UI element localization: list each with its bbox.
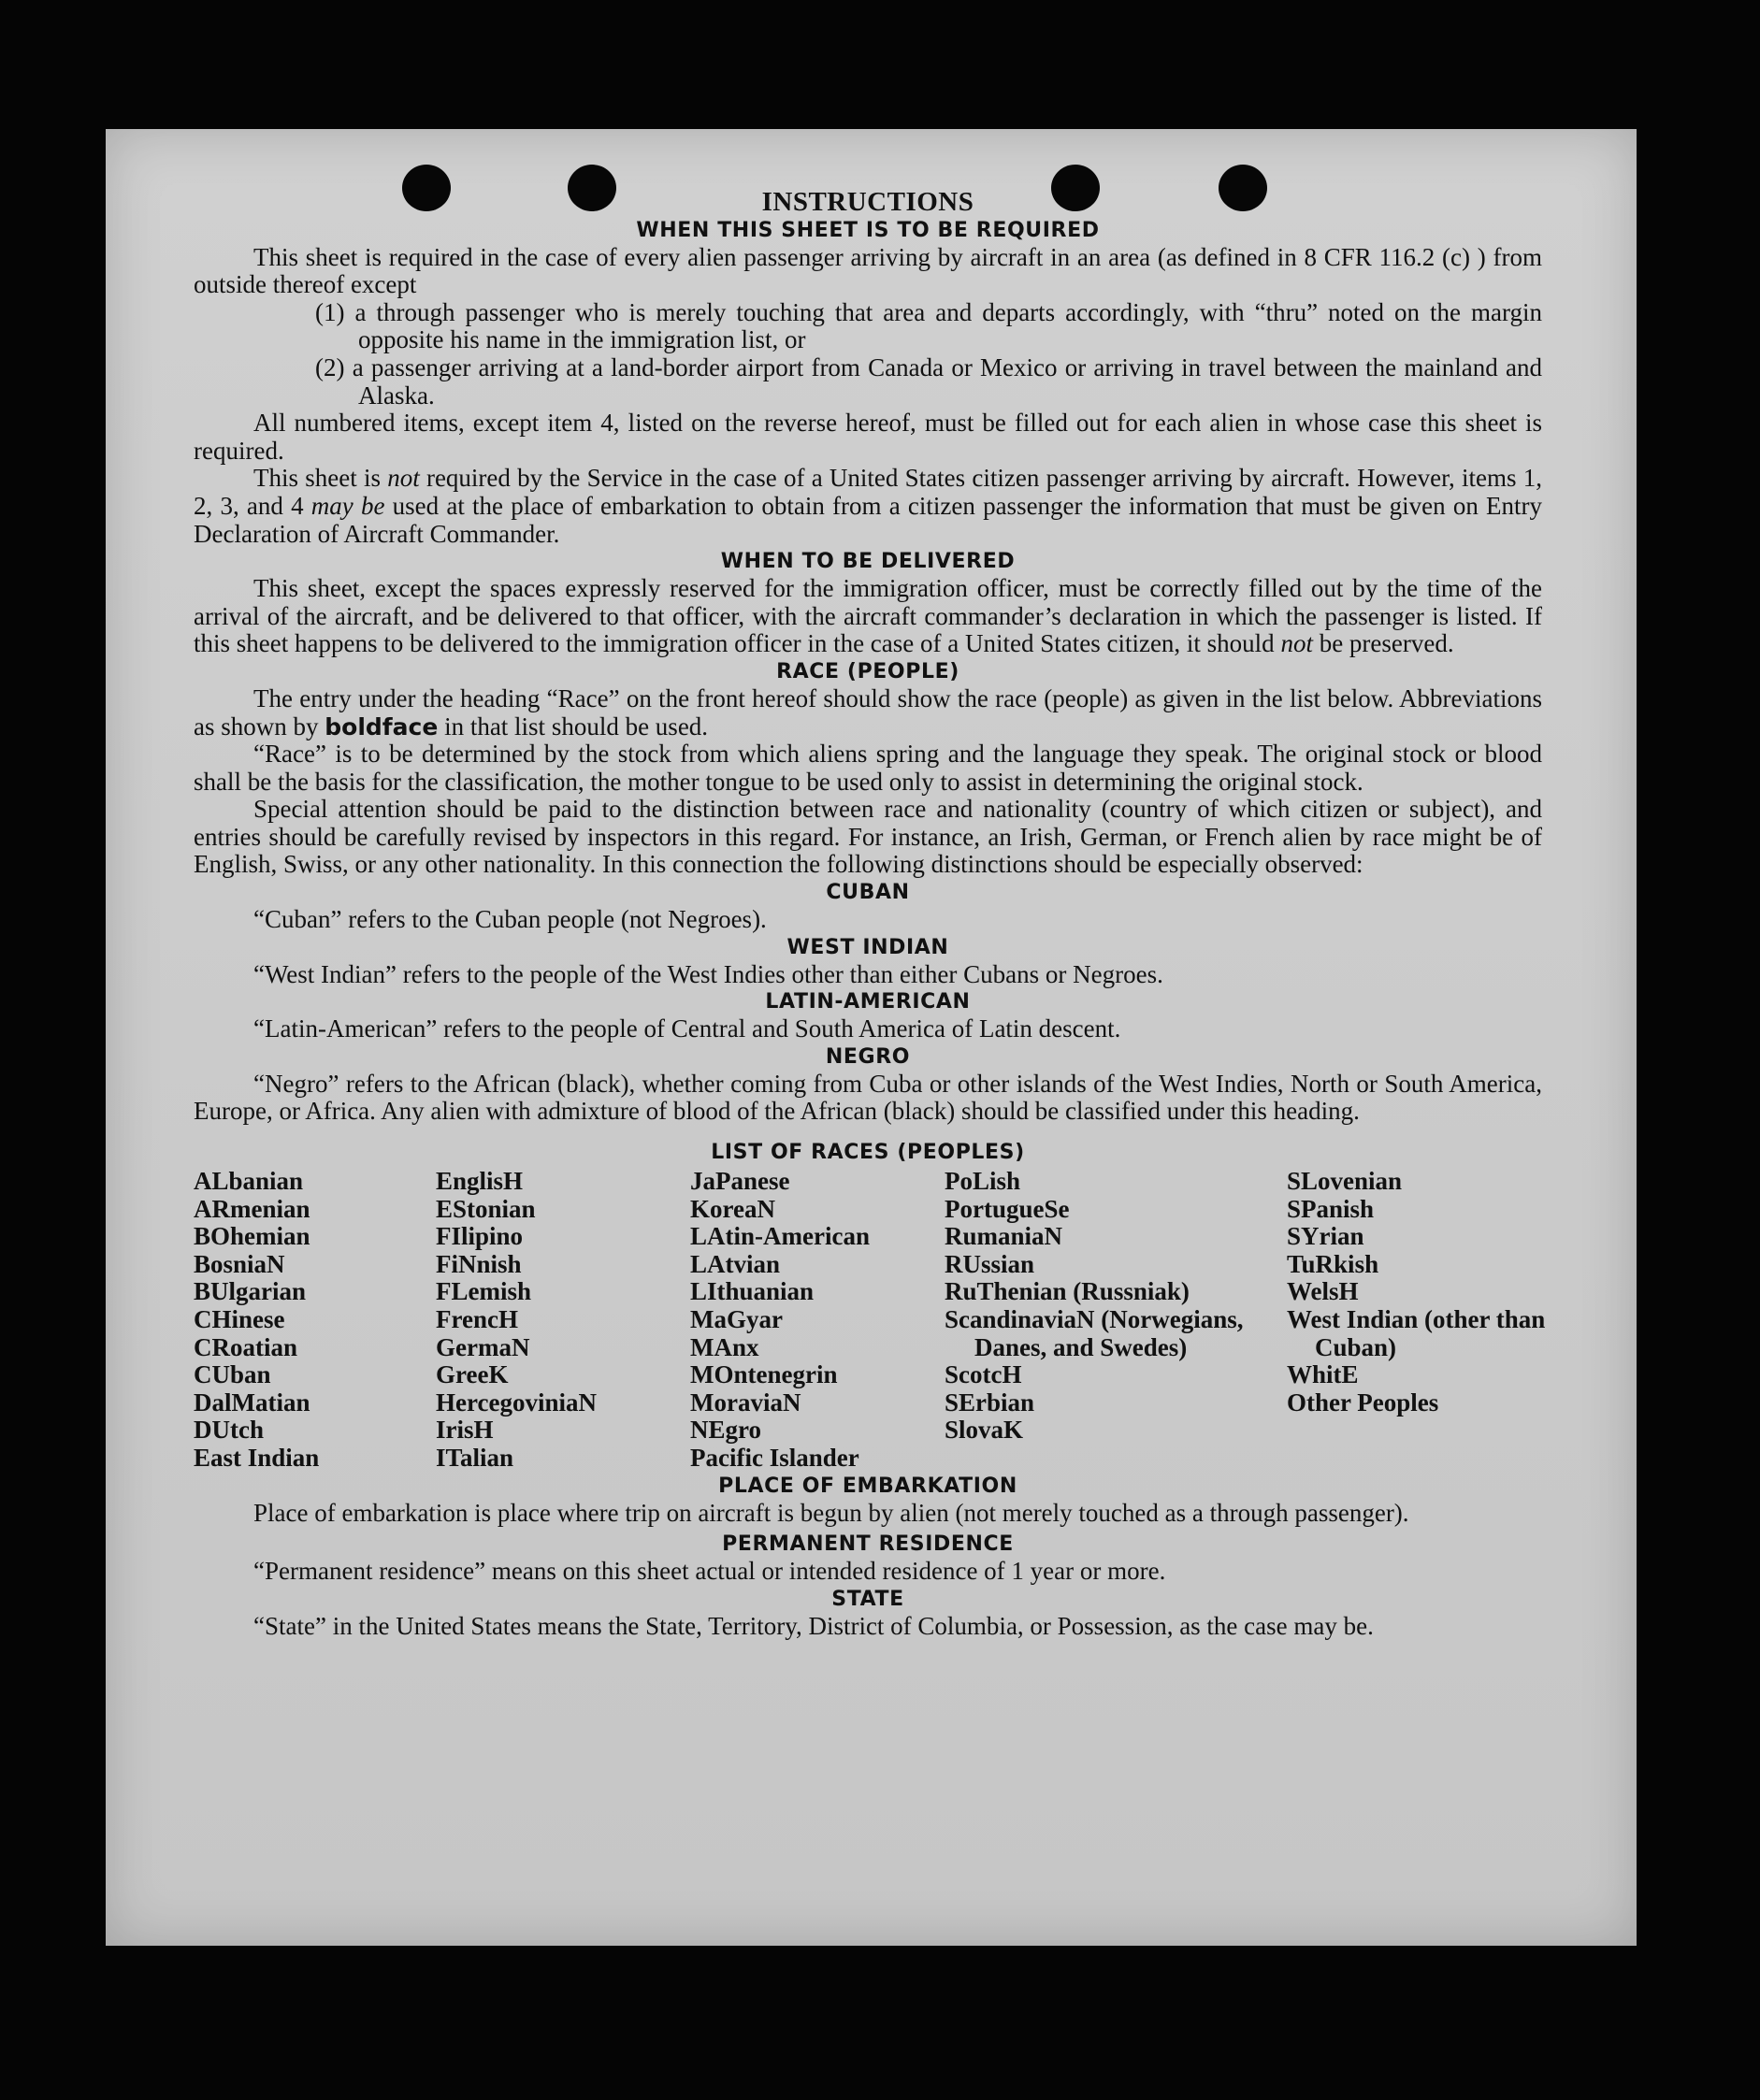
heading-state: STATE <box>831 1587 904 1611</box>
race-item: BUlgarian <box>194 1277 307 1306</box>
heading-cuban: CUBAN <box>826 881 910 905</box>
race-item: IrisH <box>436 1416 494 1445</box>
race-item: NEgro <box>690 1416 762 1445</box>
race-item: FrencH <box>436 1305 518 1333</box>
para-required-1: This sheet is required in the case of every alien passenger arriving by aircraft in an area (as defined in 8 CFR 116.2 (c) ) from outside thereof except <box>194 242 1542 299</box>
para-west-indian: “West Indian” refers to the people of the West Indies other than either Cubans or Negroes. <box>253 959 1163 988</box>
para-cuban: “Cuban” refers to the Cuban people (not Negroes). <box>253 905 767 934</box>
heading-place-of-embarkation: PLACE OF EMBARKATION <box>718 1474 1017 1498</box>
race-item: LIthuanian <box>690 1277 815 1306</box>
para-permanent-residence: “Permanent residence” means on this sheet actual or intended residence of 1 year or more. <box>253 1557 1166 1586</box>
race-item: HercegoviniaN <box>436 1388 597 1417</box>
race-item: BosniaN <box>194 1249 285 1278</box>
race-item: ScotcH <box>945 1360 1022 1389</box>
race-item: KoreaN <box>690 1194 775 1223</box>
race-item: Other Peoples <box>1287 1388 1439 1417</box>
race-item: SErbian <box>945 1388 1035 1417</box>
race-item: RuThenian (Russniak) <box>945 1277 1190 1306</box>
race-item: ITalian <box>436 1443 514 1472</box>
race-item: LAtin-American <box>690 1222 870 1251</box>
para-embarkation: Place of embarkation is place where trip on aircraft is begun by alien (not merely touched as a through passenger). <box>253 1498 1409 1527</box>
para-latin-american: “Latin-American” refers to the people of Central and South America of Latin descent. <box>253 1014 1121 1043</box>
heading-when-required: WHEN THIS SHEET IS TO BE REQUIRED <box>636 218 1100 242</box>
exception-item-1: (1) a through passenger who is merely touching that area and departs accordingly, with “thru” noted on the margin opposite his name in the immigration list, or <box>315 297 1542 354</box>
heading-latin-american: LATIN-AMERICAN <box>765 990 971 1014</box>
race-item: MaGyar <box>690 1305 783 1333</box>
races-list <box>194 1167 1546 1473</box>
para-race-2: “Race” is to be determined by the stock from which aliens spring and the language they speak. The original stock or blood shall be the basis for the classification, the mother tongue to be used only to assist in determining the original stock. <box>194 740 1542 796</box>
race-item: Pacific Islander <box>690 1443 859 1472</box>
race-item: PortugueSe <box>945 1194 1070 1223</box>
heading-list-of-races: LIST OF RACES (PEOPLES) <box>711 1141 1025 1165</box>
heading-west-indian: WEST INDIAN <box>786 935 949 959</box>
race-item: FiNnish <box>436 1249 522 1278</box>
instructions-content <box>194 187 1546 1640</box>
race-item: DalMatian <box>194 1388 310 1417</box>
race-item: SLovenian <box>1287 1167 1403 1196</box>
race-item: FIlipino <box>436 1222 524 1251</box>
race-item: PoLish <box>945 1167 1021 1196</box>
para-not-required: This sheet is not required by the Service in the case of a United States citizen passenger arriving by aircraft. However, items 1, 2, 3, and 4 may be used at the place of embarkation to obtain from a citizen passenger the information that must be given on Entry Declaration of Aircraft Commander. <box>194 464 1543 548</box>
races-column-1 <box>194 1168 436 1473</box>
race-item: BOhemian <box>194 1222 310 1251</box>
heading-permanent-residence: PERMANENT RESIDENCE <box>722 1532 1014 1557</box>
race-item: TuRkish <box>1287 1249 1379 1278</box>
races-column-2 <box>436 1168 690 1473</box>
document-sheet <box>106 129 1637 1946</box>
race-item: CHinese <box>194 1305 285 1333</box>
race-item: ARmenian <box>194 1194 310 1223</box>
para-race-1: The entry under the heading “Race” on the front hereof should show the race (people) as given in the list below. Abbreviations as shown by boldface in that list should be used. <box>194 683 1542 741</box>
race-item: West Indian (other than Cuban) <box>1287 1305 1546 1361</box>
race-item: FLemish <box>436 1277 532 1306</box>
race-item: ScandinaviaN (Norwegians, Danes, and Swedes) <box>945 1305 1244 1361</box>
para-delivered: This sheet, except the spaces expressly reserved for the immigration officer, must be correctly filled out by the time of the arrival of the aircraft, and be delivered to that officer, with the aircraft commander’s declaration in which the passenger is listed. If this sheet happens to be delivered to the immigration officer in the case of a United States citizen, it should not be preserved. <box>194 574 1542 658</box>
race-item: SlovaK <box>945 1416 1024 1445</box>
race-item: MAnx <box>690 1332 759 1361</box>
races-column-4 <box>945 1168 1287 1473</box>
race-item: East Indian <box>194 1443 320 1472</box>
para-negro: “Negro” refers to the African (black), whether coming from Cuba or other islands of the West Indies, North or South America, Europe, or Africa. Any alien with admixture of blood of the African (black) should be classified under this heading. <box>194 1069 1542 1126</box>
race-item: CUban <box>194 1360 271 1389</box>
heading-negro: NEGRO <box>825 1044 911 1069</box>
race-item: CRoatian <box>194 1332 298 1361</box>
race-item: WelsH <box>1287 1277 1359 1306</box>
race-item: MoraviaN <box>690 1388 801 1417</box>
race-item: SYrian <box>1287 1222 1364 1251</box>
race-item: GreeK <box>436 1360 509 1389</box>
race-item: EnglisH <box>436 1167 524 1196</box>
para-race-3: Special attention should be paid to the distinction between race and nationality (country of which citizen or subject), and entries should be carefully revised by inspectors in this regard. For instance, an Irish, German, or French alien by race might be of English, Swiss, or any other nationality. In this connection the following distinctions should be especially observed: <box>194 795 1542 879</box>
race-item: LAtvian <box>690 1249 781 1278</box>
exception-item-2: (2) a passenger arriving at a land-border airport from Canada or Mexico or arriving in travel between the mainland and Alaska. <box>315 352 1542 410</box>
para-state: “State” in the United States means the State, Territory, District of Columbia, or Possession, as the case may be. <box>253 1611 1374 1640</box>
race-item: DUtch <box>194 1416 264 1445</box>
instructions-title: INSTRUCTIONS <box>761 187 974 217</box>
race-item: JaPanese <box>690 1167 790 1196</box>
heading-when-delivered: WHEN TO BE DELIVERED <box>720 550 1016 574</box>
race-item: MOntenegrin <box>690 1360 838 1389</box>
race-item: RUssian <box>945 1249 1035 1278</box>
race-item: ALbanian <box>194 1167 304 1196</box>
races-column-3 <box>690 1168 945 1473</box>
races-column-5 <box>1287 1167 1546 1473</box>
race-item: WhitE <box>1287 1360 1359 1389</box>
para-required-2: All numbered items, except item 4, listed on the reverse hereof, must be filled out for each alien in whose case this sheet is required. <box>194 409 1542 465</box>
race-item: EStonian <box>436 1194 536 1223</box>
race-item: RumaniaN <box>945 1222 1063 1251</box>
race-item: GermaN <box>436 1332 530 1361</box>
heading-race: RACE (PEOPLE) <box>776 659 959 683</box>
race-item: SPanish <box>1287 1194 1375 1223</box>
